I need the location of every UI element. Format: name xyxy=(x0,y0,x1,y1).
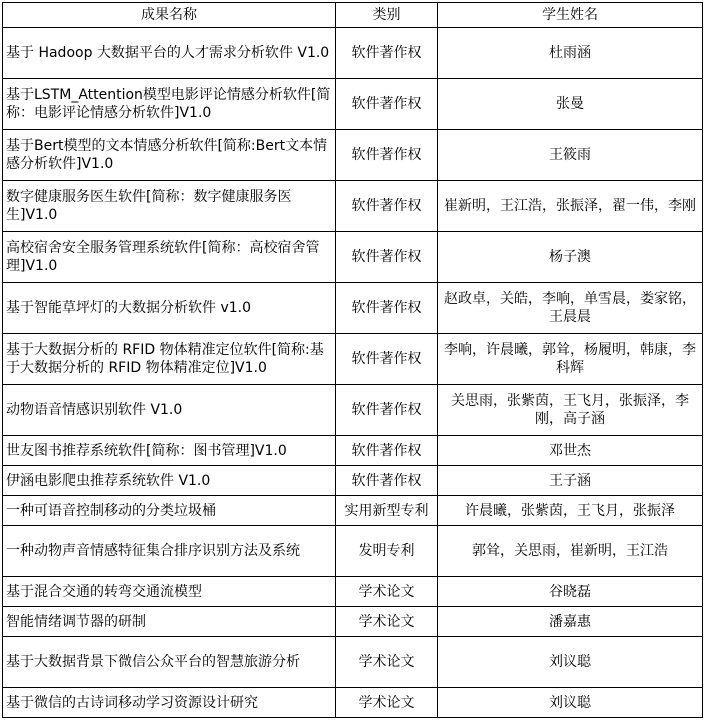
table-row xyxy=(3,607,703,637)
table-row xyxy=(3,577,703,607)
achievement-name: 一种动物声音情感特征集合排序识别方法及系统 xyxy=(3,526,336,577)
student-names: 杨子澳 xyxy=(438,232,703,283)
table-row xyxy=(3,181,703,232)
student-names: 杜雨涵 xyxy=(438,28,703,79)
category: 软件著作权 xyxy=(336,28,438,79)
student-names: 李响，许晨曦，郭耸，杨履明，韩康，李科辉 xyxy=(438,334,703,385)
student-names: 郭耸，关思雨，崔新明，王江浩 xyxy=(438,526,703,577)
achievement-name: 高校宿舍安全服务管理系统软件[简称：高校宿舍管理]V1.0 xyxy=(3,232,336,283)
student-names: 崔新明，王江浩，张振泽，翟一伟，李刚 xyxy=(438,181,703,232)
category: 软件著作权 xyxy=(336,334,438,385)
achievement-name: 基于 Hadoop 大数据平台的人才需求分析软件 V1.0 xyxy=(3,28,336,79)
header-achievement-name: 成果名称 xyxy=(3,3,336,28)
category: 软件著作权 xyxy=(336,283,438,334)
table-row xyxy=(3,385,703,436)
table-row xyxy=(3,436,703,466)
achievement-name: 伊涵电影爬虫推荐系统软件 V1.0 xyxy=(3,466,336,496)
student-names: 赵政卓，关皓，李响，单雪晨，娄家铭，王晨晨 xyxy=(438,283,703,334)
student-names: 张曼 xyxy=(438,79,703,130)
table-row xyxy=(3,334,703,385)
table-row xyxy=(3,496,703,526)
category: 学术论文 xyxy=(336,637,438,688)
student-names: 邓世杰 xyxy=(438,436,703,466)
achievement-name: 基于大数据背景下微信公众平台的智慧旅游分析 xyxy=(3,637,336,688)
achievement-name: 基于Bert模型的文本情感分析软件[简称:Bert文本情感分析软件]V1.0 xyxy=(3,130,336,181)
achievement-name: 基于LSTM_Attention模型电影评论情感分析软件[简称：电影评论情感分析软件]V1.0 xyxy=(3,79,336,130)
table-row xyxy=(3,283,703,334)
student-names: 关思雨，张紫茵，王飞月，张振泽，李刚，高子涵 xyxy=(438,385,703,436)
table-row xyxy=(3,526,703,577)
category: 学术论文 xyxy=(336,607,438,637)
student-names: 潘嘉惠 xyxy=(438,607,703,637)
category: 学术论文 xyxy=(336,688,438,718)
table-row xyxy=(3,637,703,688)
student-names: 谷晓磊 xyxy=(438,577,703,607)
table-row xyxy=(3,28,703,79)
category: 软件著作权 xyxy=(336,232,438,283)
achievement-name: 基于微信的古诗词移动学习资源设计研究 xyxy=(3,688,336,718)
achievement-name: 基于大数据分析的 RFID 物体精准定位软件[简称:基于大数据分析的 RFID 物体精准定位]V1.0 xyxy=(3,334,336,385)
category: 软件著作权 xyxy=(336,181,438,232)
category: 实用新型专利 xyxy=(336,496,438,526)
header-row xyxy=(3,3,703,28)
category: 软件著作权 xyxy=(336,466,438,496)
table-row xyxy=(3,466,703,496)
table-row xyxy=(3,79,703,130)
student-names: 刘议聪 xyxy=(438,688,703,718)
header-student-names: 学生姓名 xyxy=(438,3,703,28)
achievement-name: 数字健康服务医生软件[简称：数字健康服务医生]V1.0 xyxy=(3,181,336,232)
student-names: 许晨曦，张紫茵，王飞月，张振泽 xyxy=(438,496,703,526)
table-row xyxy=(3,688,703,718)
achievement-name: 一种可语音控制移动的分类垃圾桶 xyxy=(3,496,336,526)
student-names: 王子涵 xyxy=(438,466,703,496)
category: 发明专利 xyxy=(336,526,438,577)
category: 软件著作权 xyxy=(336,130,438,181)
achievement-name: 基于混合交通的转弯交通流模型 xyxy=(3,577,336,607)
category: 软件著作权 xyxy=(336,385,438,436)
category: 软件著作权 xyxy=(336,436,438,466)
student-names: 刘议聪 xyxy=(438,637,703,688)
achievement-name: 动物语音情感识别软件 V1.0 xyxy=(3,385,336,436)
table-row xyxy=(3,130,703,181)
table-row xyxy=(3,232,703,283)
category: 学术论文 xyxy=(336,577,438,607)
achievements-table xyxy=(2,2,703,718)
student-names: 王筱雨 xyxy=(438,130,703,181)
header-category: 类别 xyxy=(336,3,438,28)
achievement-name: 基于智能草坪灯的大数据分析软件 v1.0 xyxy=(3,283,336,334)
category: 软件著作权 xyxy=(336,79,438,130)
achievement-name: 世友图书推荐系统软件[简称：图书管理]V1.0 xyxy=(3,436,336,466)
achievement-name: 智能情绪调节器的研制 xyxy=(3,607,336,637)
